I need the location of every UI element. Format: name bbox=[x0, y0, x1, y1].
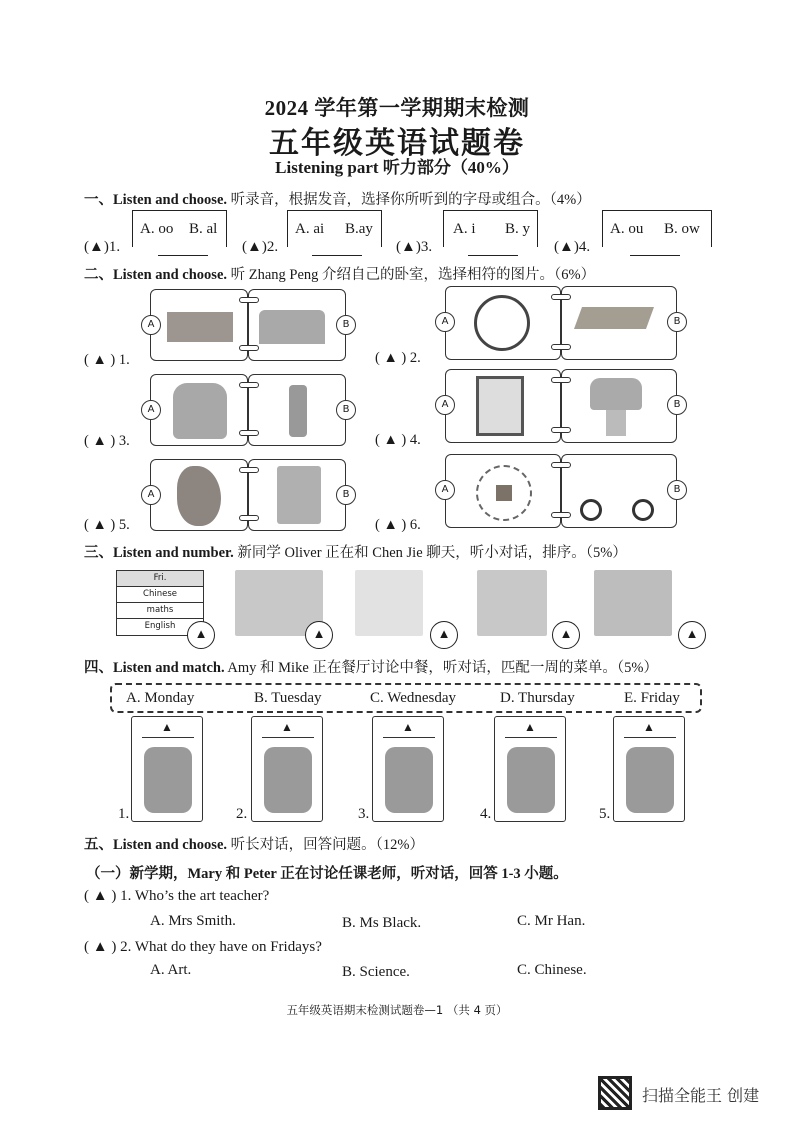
picture-map bbox=[561, 286, 677, 360]
food-beef bbox=[507, 747, 555, 813]
answer-circle-2[interactable]: ▲ bbox=[305, 621, 333, 649]
q2-option-b[interactable]: B. Science. bbox=[342, 964, 410, 980]
question-2: ( ▲ ) 2. What do they have on Fridays? bbox=[84, 939, 322, 955]
option-bracket: A. ai B.ay bbox=[287, 210, 382, 250]
section1-item: (▲)3. A. i B. y bbox=[396, 210, 556, 258]
answer-circle-5[interactable]: ▲ bbox=[678, 621, 706, 649]
picture-bike bbox=[561, 454, 677, 528]
section1-item: (▲)1. A. oo B. al bbox=[84, 210, 244, 258]
exam-subject-title: 五年级英语试题卷 bbox=[269, 127, 525, 160]
option-b-badge: B bbox=[336, 485, 356, 505]
option-bracket: A. oo B. al bbox=[132, 210, 227, 250]
section1-heading: 一、Listen and choose. 听录音，根据发音，选择你所听到的字母或组合。（4%） bbox=[84, 192, 591, 208]
picture-bottle bbox=[248, 374, 346, 446]
picture-teacher bbox=[594, 570, 672, 636]
picture-pair-6 bbox=[441, 454, 681, 528]
option-b-badge: B bbox=[667, 395, 687, 415]
option-a-badge: A bbox=[435, 395, 455, 415]
picture-pair-4 bbox=[441, 369, 681, 443]
answer-circle-4[interactable]: ▲ bbox=[552, 621, 580, 649]
option-a-badge: A bbox=[141, 400, 161, 420]
answer-line bbox=[312, 255, 362, 256]
picture-desk bbox=[150, 289, 248, 361]
answer-line bbox=[630, 255, 680, 256]
menu-card-3: ▲ bbox=[372, 716, 444, 822]
q2-option-c[interactable]: C. Chinese. bbox=[517, 962, 587, 978]
answer-line bbox=[158, 255, 208, 256]
section1-item: (▲)2. A. ai B.ay bbox=[242, 210, 402, 258]
picture-chair bbox=[248, 459, 346, 531]
picture-basketball bbox=[355, 570, 423, 636]
question-1: ( ▲ ) 1. Who’s the art teacher? bbox=[84, 888, 270, 904]
section1-item: (▲)4. A. ou B. ow bbox=[554, 210, 724, 258]
q1-option-b[interactable]: B. Ms Black. bbox=[342, 915, 422, 931]
menu-card-5: ▲ bbox=[613, 716, 685, 822]
qr-code-icon bbox=[598, 1076, 632, 1110]
section1-items bbox=[84, 210, 724, 258]
food-hamburger bbox=[144, 747, 192, 813]
section3-heading: 三、Listen and number. 新同学 Oliver 正在和 Chen Jie 聊天，听小对话，排序。（5%） bbox=[84, 545, 627, 561]
picture-clock bbox=[445, 286, 561, 360]
menu-card-2: ▲ bbox=[251, 716, 323, 822]
timetable-picture: Fri. Chinese maths English bbox=[116, 570, 204, 636]
picture-plant bbox=[150, 459, 248, 531]
answer-circle-3[interactable]: ▲ bbox=[430, 621, 458, 649]
picture-lamp bbox=[561, 369, 677, 443]
option-b-badge: B bbox=[336, 315, 356, 335]
scanner-watermark: 扫描全能王 创建 bbox=[642, 1086, 760, 1105]
answer-line bbox=[468, 255, 518, 256]
weekday-options-box: A. Monday B. Tuesday C. Wednesday D. Thursday E. Friday bbox=[110, 683, 702, 713]
option-b-badge: B bbox=[336, 400, 356, 420]
food-noodles bbox=[385, 747, 433, 813]
picture-pair-3 bbox=[147, 374, 350, 446]
picture-football bbox=[445, 454, 561, 528]
option-a-badge: A bbox=[141, 485, 161, 505]
picture-schoolbag bbox=[150, 374, 248, 446]
section4-heading: 四、Listen and match. Amy 和 Mike 正在餐厅讨论中餐，听对话，匹配一周的菜单。（5%） bbox=[84, 660, 658, 676]
option-b-badge: B bbox=[667, 312, 687, 332]
food-chicken bbox=[264, 747, 312, 813]
part-title: Listening part 听力部分（40%） bbox=[275, 158, 519, 177]
food-sandwich bbox=[626, 747, 674, 813]
page-footer: 五年级英语期末检测试题卷—1 （共 4 页） bbox=[286, 1003, 508, 1017]
menu-card-1: ▲ bbox=[131, 716, 203, 822]
section5-subheading: （一）新学期，Mary 和 Peter 正在讨论任课老师，听对话，回答 1-3 小题。 bbox=[86, 866, 568, 882]
picture-girl bbox=[477, 570, 547, 636]
q1-option-c[interactable]: C. Mr Han. bbox=[517, 913, 586, 929]
picture-pair-2 bbox=[441, 286, 681, 360]
option-a-badge: A bbox=[141, 315, 161, 335]
option-bracket: A. ou B. ow bbox=[602, 210, 712, 250]
picture-pair-1 bbox=[147, 289, 350, 361]
menu-card-4: ▲ bbox=[494, 716, 566, 822]
picture-painting bbox=[445, 369, 561, 443]
section2-heading: 二、Listen and choose. 听 Zhang Peng 介绍自己的卧室，选择相符的图片。（6%） bbox=[84, 267, 596, 283]
exam-title: 2024 学年第一学期期末检测 bbox=[264, 96, 530, 120]
q2-option-a[interactable]: A. Art. bbox=[150, 962, 192, 978]
answer-circle-1[interactable]: ▲ bbox=[187, 621, 215, 649]
option-a-badge: A bbox=[435, 480, 455, 500]
option-bracket: A. i B. y bbox=[443, 210, 538, 250]
q1-option-a[interactable]: A. Mrs Smith. bbox=[150, 913, 236, 929]
option-a-badge: A bbox=[435, 312, 455, 332]
picture-bed bbox=[248, 289, 346, 361]
option-b-badge: B bbox=[667, 480, 687, 500]
picture-pair-5 bbox=[147, 459, 350, 531]
section5-heading: 五、Listen and choose. 听长对话，回答问题。（12%） bbox=[84, 837, 424, 853]
